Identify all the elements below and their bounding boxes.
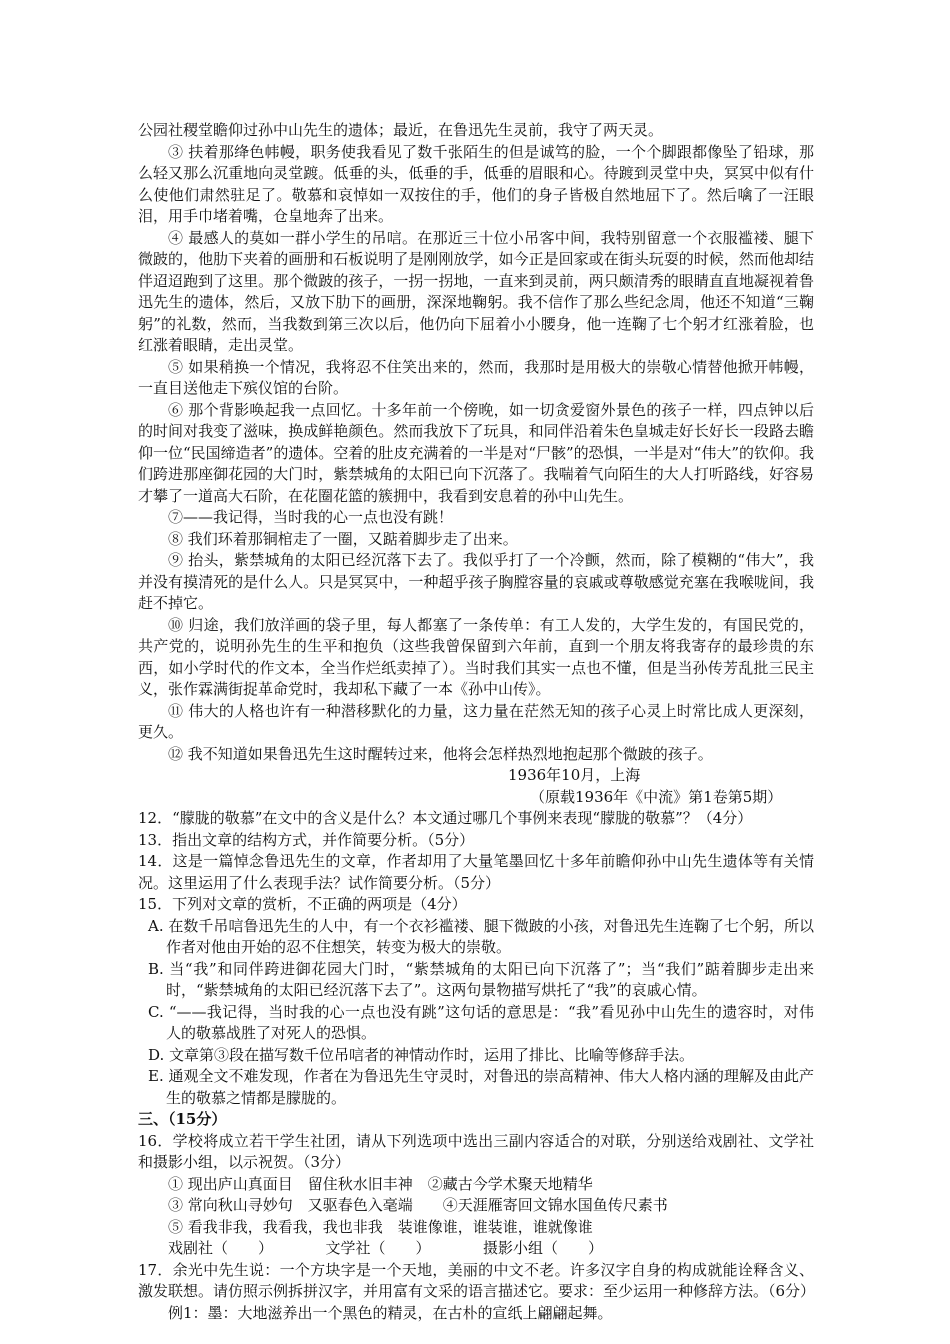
passage-paragraph-5: ⑤ 如果稍换一个情况，我将忍不住笑出来的，然而，我那时是用极大的崇敬心情替他掀开帏幔，一直目送他走下殡仪馆的台阶。 — [138, 357, 814, 397]
passage-paragraph-3: ③ 扶着那绛色帏幔，职务使我看见了数千张陌生的但是诚笃的脸，一个个脚跟都像坠了铅球，那么轻又那么沉重地向灵堂踱。低垂的头，低垂的手，低垂的眉眼和心。待踱到灵堂中央，冥冥中似有什么使他们肃然驻足了。敬慕和哀悼如一双按住的手，他们的身子皆极自然地屈下了。然后噙了一汪眼泪，用手巾堵着嘴，仓皇地奔了出来。 — [138, 142, 814, 225]
question-16-couplets-line-2: ③ 常向秋山寻妙句 又驱春色入毫端 ④天涯雁寄回文锦水国鱼传尺素书 — [168, 1196, 668, 1214]
passage-paragraph-11: ⑪ 伟大的人格也许有一种潜移默化的力量，这力量在茫然无知的孩子心灵上时常比成人更深刻，更久。 — [138, 701, 814, 741]
passage-paragraph-8: ⑧ 我们环着那铜棺走了一圈，又踮着脚步走了出来。 — [168, 529, 518, 548]
question-12: 12．“朦胧的敬慕”在文中的含义是什么？本文通过哪几个事例来表现“朦胧的敬慕”？（4分） — [138, 809, 753, 827]
question-17-example: 例1：墨：大地滋养出一个黑色的精灵，在古朴的宣纸上翩翩起舞。 — [168, 1303, 613, 1322]
page-content — [138, 120, 814, 1324]
question-16: 16．学校将成立若干学生社团，请从下列选项中选出三副内容适合的对联，分别送给戏剧社、文学社和摄影小组，以示祝贺。（3分） — [138, 1131, 814, 1171]
question-15-option-c: C. “——我记得，当时我的心一点也没有跳”这句话的意思是：“我”看见孙中山先生的遗容时，对伟人的敬慕战胜了对死人的恐惧。 — [148, 1002, 814, 1042]
question-16-couplets-line-3: ⑤ 看我非我，我看我，我也非我 装谁像谁，谁装谁，谁就像谁 — [168, 1217, 593, 1236]
passage-paragraph-7: ⑦——我记得，当时我的心一点也没有跳！ — [168, 508, 454, 526]
question-15: 15．下列对文章的赏析，不正确的两项是（4分） — [138, 895, 467, 913]
passage-paragraph-continued: 公园社稷堂瞻仰过孙中山先生的遗体；最近，在鲁迅先生灵前，我守了两天灵。 — [138, 121, 664, 139]
question-16-answer-blanks: 戏剧社（ ） 文学社（ ） 摄影小组（ ） — [168, 1239, 604, 1257]
question-14: 14．这是一篇悼念鲁迅先生的文章，作者却用了大量笔墨回忆十多年前瞻仰孙中山先生遗体等有关情况。这里运用了什么表现手法？试作简要分析。（5分） — [138, 852, 814, 892]
passage-paragraph-4: ④ 最感人的莫如一群小学生的吊唁。在那近三十位小吊客中间，我特别留意一个衣服褴褛、腿下微跛的，他肋下夹着的画册和石板说明了是刚刚放学，如今正是回家或在街头玩耍的时候，然而他却结伴迢迢跑到了这里。那个微跛的孩子，一拐一拐地，一直来到灵前，两只颇清秀的眼睛直直地凝视着鲁迅先生的遗体，然后，又放下肋下的画册，深深地鞠躬。我不信作了那么些纪念周，他还不知道“三鞠躬”的礼数，然而，当我数到第三次以后，他仍向下屈着小小腰身，他一连鞠了七个躬才红涨着脸，也红涨着眼睛，走出灵堂。 — [138, 228, 814, 354]
question-15-option-b: B. 当“我”和同伴跨进御花园大门时，“紫禁城角的太阳已向下沉落了”；当“我们”踮着脚步走出来时，“紫禁城角的太阳已经沉落下去了”。这两句景物描写烘托了“我”的哀戚心情。 — [148, 959, 814, 999]
passage-date: 1936年10月，上海 — [508, 766, 641, 784]
passage-source: （原载1936年《中流》第1卷第5期） — [530, 787, 783, 806]
question-15-option-a: A. 在数千吊唁鲁迅先生的人中，有一个衣衫褴褛、腿下微跛的小孩，对鲁迅先生连鞠了七个躬，所以作者对他由开始的忍不住想笑，转变为极大的崇敬。 — [148, 916, 814, 956]
question-16-couplets-line-1: ① 现出庐山真面目 留住秋水旧丰神 ②藏古今学术聚天地精华 — [168, 1174, 593, 1193]
passage-paragraph-12: ⑫ 我不知道如果鲁迅先生这时醒转过来，他将会怎样热烈地抱起那个微跛的孩子。 — [168, 744, 713, 763]
question-17: 17．余光中先生说：一个方块字是一个天地，美丽的中文不老。许多汉字自身的构成就能诠释含义、激发联想。请仿照示例拆拼汉字，并用富有文采的语言描述它。要求：至少运用一种修辞方法。（6分） — [138, 1260, 816, 1300]
question-15-option-e: E. 通观全文不难发现，作者在为鲁迅先生守灵时，对鲁迅的崇高精神、伟大人格内涵的理解及由此产生的敬慕之情都是朦胧的。 — [148, 1067, 814, 1107]
passage-paragraph-6: ⑥ 那个背影唤起我一点回忆。十多年前一个傍晚，如一切贪爱窗外景色的孩子一样，四点钟以后的时间对我变了滋味，换成鲜艳颜色。然而我放下了玩具，和同伴沿着朱色皇城走好长好长一段路去瞻仰一位“民国缔造者”的遗体。空着的肚皮充满着的一半是对“尸骸”的恐惧，一半是对“伟大”的钦仰。我们跨进那座御花园的大门时，紫禁城角的太阳已向下沉落了。我喘着气向陌生的大人打听路线，好容易才攀了一道高大石阶，在花圈花篮的簇拥中，我看到安息着的孙中山先生。 — [138, 400, 815, 505]
question-13: 13．指出文章的结构方式，并作简要分析。（5分） — [138, 830, 475, 849]
question-15-option-d: D. 文章第③段在描写数千位吊唁者的神情动作时，运用了排比、比喻等修辞手法。 — [148, 1045, 695, 1064]
section-3-heading: 三、（15分） — [138, 1110, 227, 1128]
passage-paragraph-10: ⑩ 归途，我们放洋画的袋子里，每人都塞了一条传单：有工人发的，大学生发的，有国民党的，共产党的，说明孙先生的生平和抱负（这些我曾保留到六年前，直到一个朋友将我寄存的最珍贵的东西，如小学时代的作文本，全当作烂纸卖掉了）。当时我们其实一点也不懂，但是当孙传芳乱批三民主义，张作霖满街捉革命党时，我却私下藏了一本《孙中山传》。 — [138, 615, 814, 698]
passage-paragraph-9: ⑨ 抬头，紫禁城角的太阳已经沉落下去了。我似乎打了一个冷颤，然而，除了模糊的“伟大”，我并没有摸清死的是什么人。只是冥冥中，一种超乎孩子胸膛容量的哀戚或尊敬感觉充塞在我喉咙间，我赶不掉它。 — [138, 551, 814, 612]
